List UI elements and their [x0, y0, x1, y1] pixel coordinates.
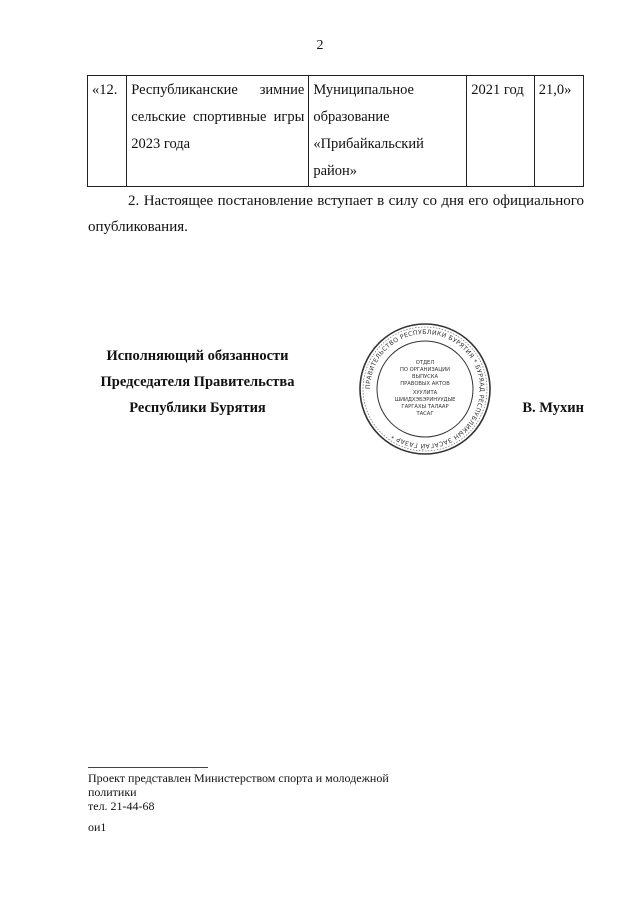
official-seal-stamp	[358, 322, 492, 456]
seal-inner-line: ГАРГАХЫ ТАЛААР	[401, 404, 449, 410]
seal-outer-text: ПРАВИТЕЛЬСТВО РЕСПУБЛИКИ БУРЯТИЯ * БУРЯАД РЕСПУБЛИКЫН ЗАСАГАЙ ГАЗАР *	[364, 328, 486, 450]
signatory-title-line: Исполняющий обязанности	[106, 348, 289, 364]
effective-date-paragraph: 2. Настоящее постановление вступает в силу со дня его официального опубликования.	[88, 193, 584, 235]
footnote-phone: тел. 21-44-68	[88, 799, 155, 813]
seal-inner-line: ВЫПУСКА	[411, 374, 439, 380]
seal-inner-line: ПРАВОВЫХ АКТОВ	[400, 381, 450, 387]
seal-inner-line: ШИИДХЭБЭРИНУУДЫЕ	[394, 397, 456, 403]
signatory-title	[90, 343, 305, 421]
year-cell: 2021 год	[467, 76, 534, 187]
seal-inner-line: ХУУЛИТА	[412, 390, 438, 396]
signatory-title-line: Председателя Правительства	[100, 374, 295, 390]
row-number-cell: «12.	[88, 76, 127, 187]
seal-inner-line: ПО ОРГАНИЗАЦИИ	[399, 367, 451, 373]
municipality-cell: Муниципальное образование «Прибайкальский район»	[309, 76, 467, 187]
seal-inner-line: ТАСАГ	[416, 411, 434, 417]
signatory-name: В. Мухин	[522, 400, 584, 416]
document-code: ои1	[88, 820, 107, 834]
footnote-author: Проект представлен Министерством спорта и молодежной политики	[88, 771, 389, 799]
footnote-divider	[88, 767, 208, 768]
amount-cell: 21,0»	[534, 76, 583, 187]
signatory-title-line: Республики Бурятия	[129, 400, 266, 416]
page-number: 2	[316, 38, 324, 53]
events-table	[87, 75, 584, 187]
footnote	[88, 771, 428, 813]
table-row	[88, 76, 584, 187]
seal-inner-line: ОТДЕЛ	[415, 360, 435, 366]
event-name-cell: Республиканские зимние сельские спортивные игры 2023 года	[127, 76, 309, 187]
